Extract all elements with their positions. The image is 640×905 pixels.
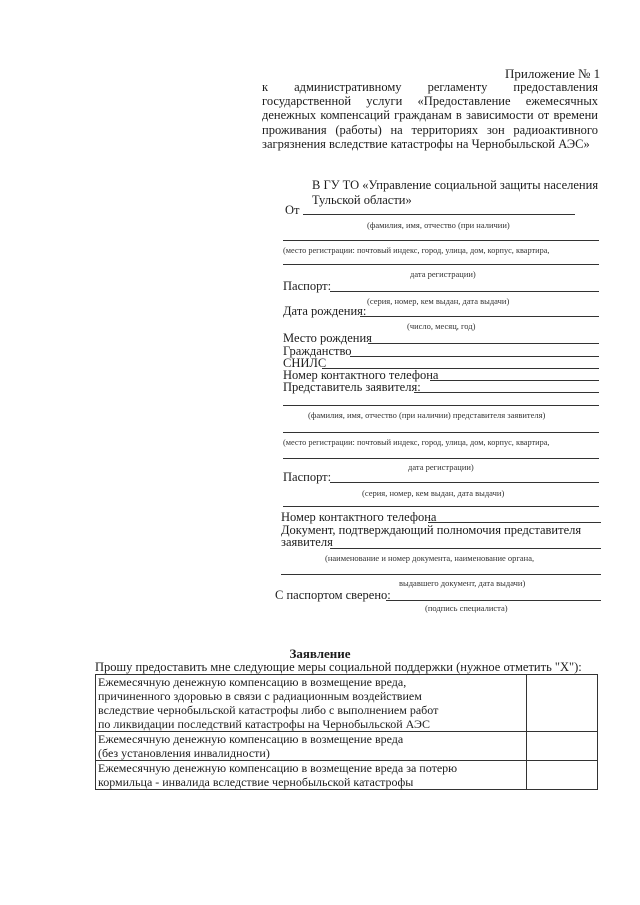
option-2-line-2: (без установления инвалидности)	[98, 746, 270, 760]
fio-caption: (фамилия, имя, отчество (при наличии)	[367, 220, 510, 230]
rep-passport-line-2[interactable]	[283, 506, 599, 507]
rep-address-line-1[interactable]	[283, 432, 599, 433]
verified-label: С паспортом сверено:	[275, 588, 391, 602]
rep-fio-caption: (фамилия, имя, отчество (при наличии) представителя заявителя)	[308, 410, 546, 420]
rep-address-line-2[interactable]	[283, 458, 599, 459]
authority-doc-line-2[interactable]	[281, 574, 601, 575]
representative-line[interactable]	[414, 392, 599, 393]
birth-date-caption: (число, месяц, год)	[407, 321, 476, 331]
option-row-1	[96, 675, 598, 732]
option-3-checkbox[interactable]	[527, 761, 598, 790]
phone-line[interactable]	[430, 380, 599, 381]
statement-heading: Заявление	[289, 646, 351, 661]
citizenship-label: Гражданство	[283, 344, 352, 358]
appendix-title: Приложение № 1	[505, 66, 601, 81]
authority-doc-label-2: заявителя	[281, 535, 333, 549]
fio-line[interactable]	[303, 214, 575, 215]
citizenship-line[interactable]	[350, 356, 599, 357]
authority-doc-label: Документ, подтверждающий полномочия представителя	[281, 523, 582, 537]
addressee: В ГУ ТО «Управление социальной защиты населения Тульской области»	[312, 178, 599, 207]
option-row-2	[96, 732, 598, 761]
rep-passport-caption: (серия, номер, кем выдан, дата выдачи)	[362, 488, 505, 498]
representative-label: Представитель заявителя:	[283, 380, 421, 394]
rep-passport-label: Паспорт:	[283, 470, 332, 484]
address-caption: (место регистрации: почтовый индекс, город, улица, дом, корпус, квартира,	[283, 246, 550, 255]
options-table	[95, 674, 598, 790]
phone-label: Номер контактного телефона	[283, 368, 439, 382]
passport-label: Паспорт:	[283, 279, 332, 293]
option-1-line-4: по ликвидации последствий катастрофы на Чернобыльской АЭС	[98, 717, 430, 731]
snils-label: СНИЛС	[283, 356, 327, 370]
rep-passport-line[interactable]	[330, 482, 599, 483]
appendix-text: к административному регламенту предоставления государственной услуги «Предоставление ежемесячных денежных компенсаций гражданам в зависимости от времени проживания (работы) на территориях зон радиоактивного загрязнения вследствие катастрофы на Чернобыльской АЭС»	[262, 80, 598, 151]
rep-fio-line[interactable]	[283, 405, 599, 406]
passport-caption: (серия, номер, кем выдан, дата выдачи)	[367, 296, 510, 306]
birth-place-line[interactable]	[368, 343, 599, 344]
birth-date-label: Дата рождения:	[283, 304, 367, 318]
birth-date-line[interactable]	[360, 316, 599, 317]
option-1-line-2: причиненного здоровью в связи с радиационным воздействием	[98, 689, 422, 703]
option-1-line-1: Ежемесячную денежную компенсацию в возмещение вреда,	[98, 675, 407, 689]
birth-place-label: Место рождения	[283, 331, 372, 345]
option-row-3	[96, 761, 598, 790]
rep-reg-date-caption: дата регистрации)	[408, 462, 474, 472]
verified-caption: (подпись специалиста)	[425, 603, 508, 613]
option-2-line-1: Ежемесячную денежную компенсацию в возмещение вреда	[98, 732, 404, 746]
rep-phone-label: Номер контактного телефона	[281, 510, 437, 524]
option-2-checkbox[interactable]	[527, 732, 598, 761]
verified-line[interactable]	[386, 600, 601, 601]
option-3-line-1: Ежемесячную денежную компенсацию в возмещение вреда за потерю	[98, 761, 458, 775]
authority-doc-line[interactable]	[330, 548, 601, 549]
option-2-text	[96, 732, 527, 761]
option-1-checkbox[interactable]	[527, 675, 598, 732]
address-line-2[interactable]	[283, 264, 599, 265]
option-1-text	[96, 675, 527, 732]
statement-intro: Прошу предоставить мне следующие меры социальной поддержки (нужное отметить "X"):	[95, 660, 582, 674]
reg-date-caption: дата регистрации)	[410, 269, 476, 279]
option-3-line-2: кормильца - инвалида вследствие чернобыльской катастрофы	[98, 775, 414, 789]
passport-line[interactable]	[330, 291, 599, 292]
address-line-1[interactable]	[283, 240, 599, 241]
authority-doc-caption-2: выдавшего документ, дата выдачи)	[399, 578, 526, 588]
option-3-text	[96, 761, 527, 790]
authority-doc-caption: (наименование и номер документа, наименование органа,	[325, 553, 535, 563]
rep-address-caption: (место регистрации: почтовый индекс, город, улица, дом, корпус, квартира,	[283, 438, 550, 447]
from-label: От	[285, 203, 300, 217]
option-1-line-3: вследствие чернобыльской катастрофы либо с выполнением работ	[98, 703, 439, 717]
